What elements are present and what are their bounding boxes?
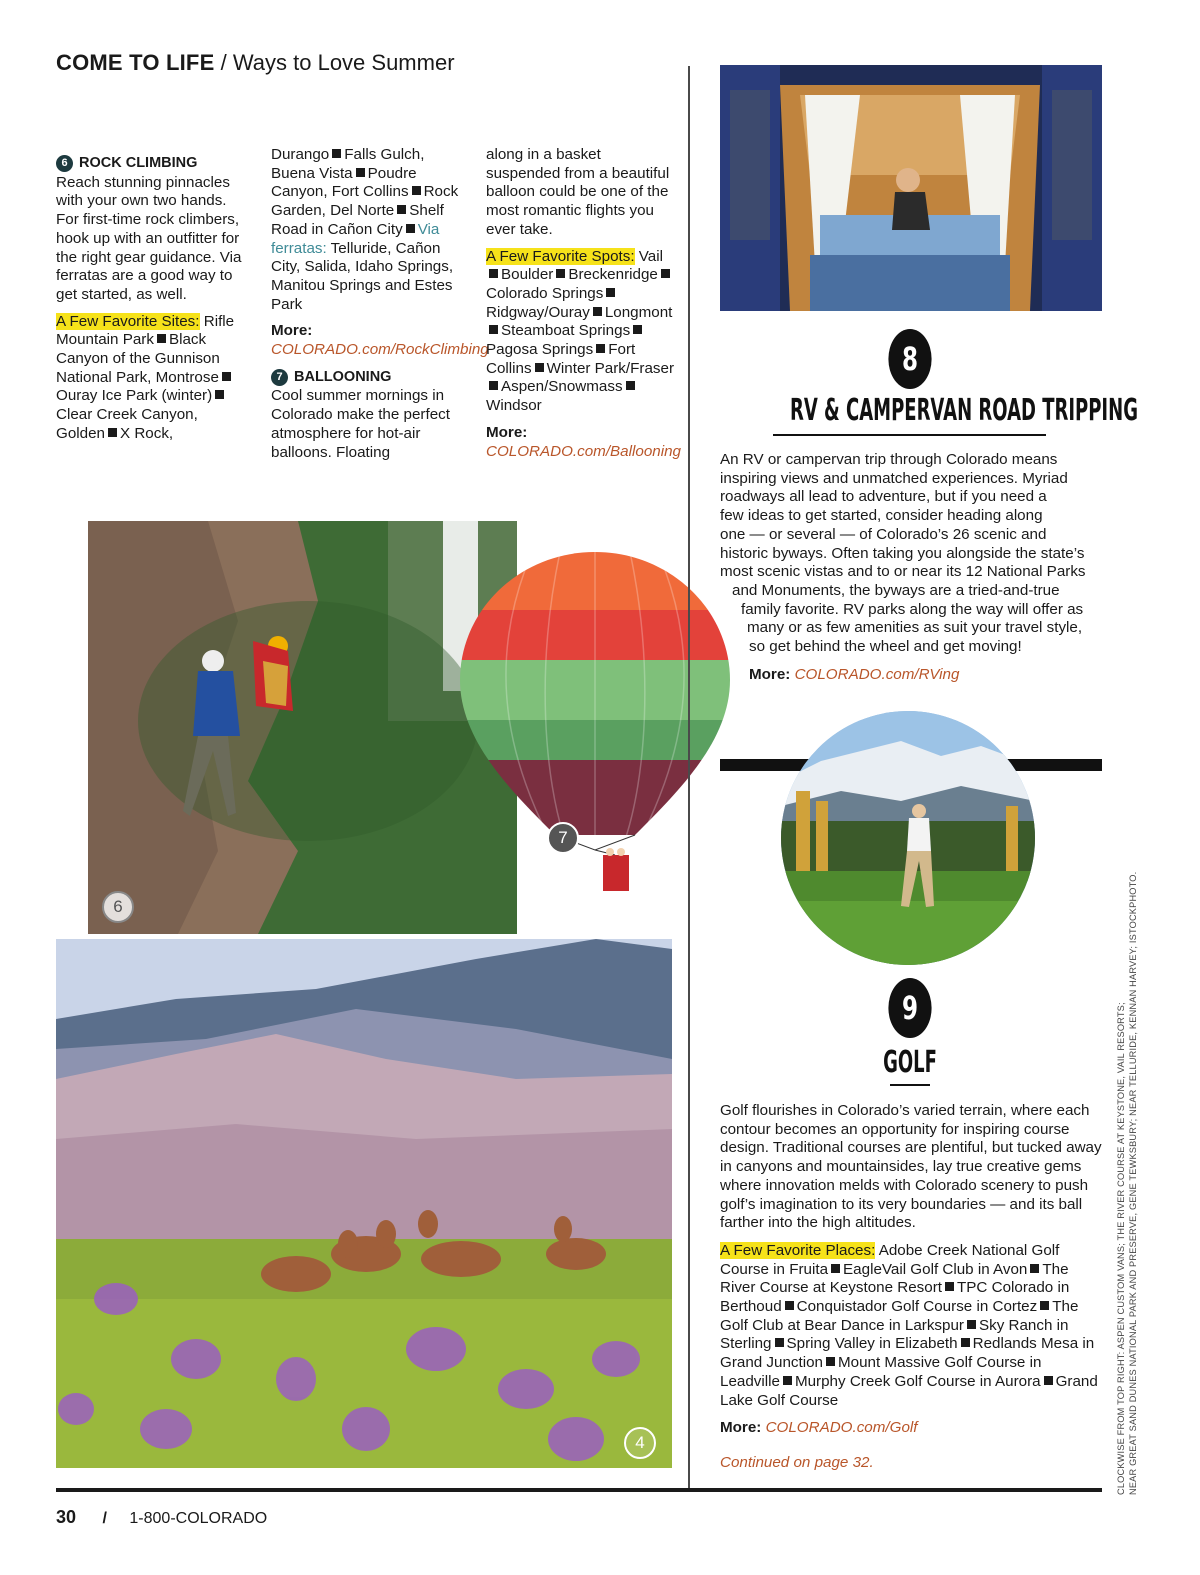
rock-climbing-column-2	[271, 146, 489, 470]
golf-title-rule	[890, 1084, 930, 1086]
photo-label-6: 6	[102, 891, 134, 923]
rv-more: More: COLORADO.com/RVing	[749, 665, 960, 683]
golf-body-block	[720, 1102, 1102, 1473]
rv-link[interactable]: COLORADO.com/RVing	[794, 665, 960, 683]
ballooning-favorites-label: A Few Favorite Spots:	[486, 247, 635, 265]
page-number: 30	[56, 1507, 77, 1527]
header-separator: /	[220, 50, 227, 75]
rv-body: An RV or campervan trip through Colorado means inspiring views and unmatched experiences. Myriad roadways all lead to adventure, but if you need a few ideas to get started, consider heading along one — or several — of Colorado’s 26 scenic and historic byways. Often taking you alongside the state’s most scenic vistas and to or near its 12 National Parks and Monuments, the byways are a tried-and-true family favorite. RV parks along the way will offer as many or as few amenities as suit your travel style, so get behind the wheel and get moving! More: COLORADO.com/RVing	[720, 451, 1110, 684]
sand-dunes-photo	[56, 939, 672, 1468]
rock-climbing-intro: Reach stunning pinnacles with your own two hands. For first-time rock climbers, hook up with an outfitter for the right gear guidance. Via ferratas are a good way to get started, as well.	[56, 173, 242, 303]
rock-climbing-title: ROCK CLIMBING	[79, 155, 198, 171]
campervan-photo	[720, 65, 1102, 311]
ballooning-intro-start: Cool summer mornings in Colorado make the perfect atmosphere for hot-air balloons. Floating	[271, 387, 450, 461]
ballooning-more: More: COLORADO.com/Ballooning	[486, 423, 681, 460]
golf-section-number: 9	[888, 978, 931, 1038]
ballooning-link[interactable]: COLORADO.com/Ballooning	[486, 442, 681, 460]
rock-climbing-link[interactable]: COLORADO.com/RockClimbing	[271, 341, 489, 359]
rv-title-rule	[773, 434, 1046, 436]
rock-climbing-photo	[88, 521, 517, 934]
page-footer	[56, 1507, 267, 1528]
header-subtitle: Ways to Love Summer	[232, 50, 455, 75]
rv-section-number: 8	[888, 329, 931, 389]
ballooning-column	[486, 146, 681, 469]
ballooning-title: BALLOONING	[294, 368, 392, 385]
via-ferratas-label: Via ferratas:	[271, 220, 440, 257]
ballooning-spots: A Few Favorite Spots: VailBoulder BreckenridgeColorado SpringsRidgway/Ouray LongmontSteamboat SpringsPagosa Springs Fort Collins Winter Park/FraserAspen/SnowmassWindsor	[486, 247, 675, 415]
page-header	[56, 50, 455, 76]
rock-climbing-sites-cont: Durango Falls Gulch, Buena Vista Poudre Canyon, Fort Collins Rock Garden, Del Norte Shelf Road in Cañon City Via ferratas: Telluride, Cañon City, Salida, Idaho Springs, Manitou Springs and Estes Park	[271, 146, 459, 313]
golf-body: Golf flourishes in Colorado’s varied terrain, where each contour becomes an opportunity for inspiring course design. Traditional courses are plentiful, but tucked away in canyons and mountainsides, lay true creative gems where innovation melds with Colorado scenery to push golf’s imagination to its very boundaries — and its ball farther into the high altitudes.	[720, 1102, 1102, 1232]
golf-photo	[781, 711, 1035, 965]
column-divider	[688, 66, 690, 1491]
ballooning-heading	[271, 368, 461, 387]
golf-favorites-label: A Few Favorite Places:	[720, 1241, 876, 1259]
photo-credit: CLOCKWISE FROM TOP RIGHT: ASPEN CUSTOM VANS; THE RIVER COURSE AT KEYSTONE, VAIL RESORTS; NEAR GREAT SAND DUNES NATIONAL PARK AND PRESERVE, GENE TEWKSBURY; NEAR TELLURIDE, KENNAN HARVEY; ISTOCKPHOTO.	[1116, 871, 1138, 1495]
rock-climbing-sites: A Few Favorite Sites: Rifle Mountain Park Black Canyon of the Gunnison National Park, MontroseOuray Ice Park (winter)Clear Creek Canyon, Golden X Rock,	[56, 312, 235, 442]
footer-phone: 1-800-COLORADO	[129, 1510, 268, 1527]
continued-note: Continued on page 32.	[720, 1453, 874, 1471]
golf-link[interactable]: COLORADO.com/Golf	[765, 1419, 918, 1437]
section-title: COME TO LIFE	[56, 50, 215, 75]
hot-air-balloon-illustration	[455, 550, 735, 900]
golf-more: More: COLORADO.com/Golf	[720, 1419, 918, 1437]
rock-climbing-number: 6	[56, 155, 73, 172]
golf-illustration	[781, 711, 1035, 965]
photo-label-7: 7	[547, 822, 579, 854]
rock-favorites-label: A Few Favorite Sites:	[56, 312, 200, 330]
rock-climbing-heading	[56, 154, 246, 173]
via-ferratas-text: Telluride, Cañon City, Salida, Idaho Springs, Manitou Springs and Estes Park	[271, 239, 454, 313]
photo-label-4: 4	[624, 1427, 656, 1459]
rock-climbing-column-1	[56, 154, 246, 452]
ballooning-number: 7	[271, 369, 288, 386]
golf-section-title: GOLF	[883, 1045, 937, 1080]
rock-climbing-more: More: COLORADO.com/RockClimbing	[271, 322, 489, 359]
sand-dunes-illustration	[56, 939, 672, 1468]
campervan-illustration	[720, 65, 1102, 311]
rock-climbing-illustration	[88, 521, 517, 934]
bottom-rule	[56, 1488, 1102, 1492]
ballooning-intro-cont: along in a basket suspended from a beautiful balloon could be one of the most romantic flights you ever take.	[486, 146, 670, 238]
footer-separator: /	[102, 1510, 107, 1527]
golf-places: A Few Favorite Places: Adobe Creek National Golf Course in Fruita EagleVail Golf Club in Avon The River Course at Keystone Resort TPC Colorado in Berthoud Conquistador Golf Course in Cortez The Golf Club at Bear Dance in Larkspur Sky Ranch in Sterling Spring Valley in Elizabeth Redlands Mesa in Grand Junction Mount Massive Golf Course in Leadville Murphy Creek Golf Course in Aurora Grand Lake Golf Course	[720, 1241, 1098, 1409]
rv-section-title: RV & CAMPERVAN ROAD TRIPPING	[790, 393, 1138, 428]
